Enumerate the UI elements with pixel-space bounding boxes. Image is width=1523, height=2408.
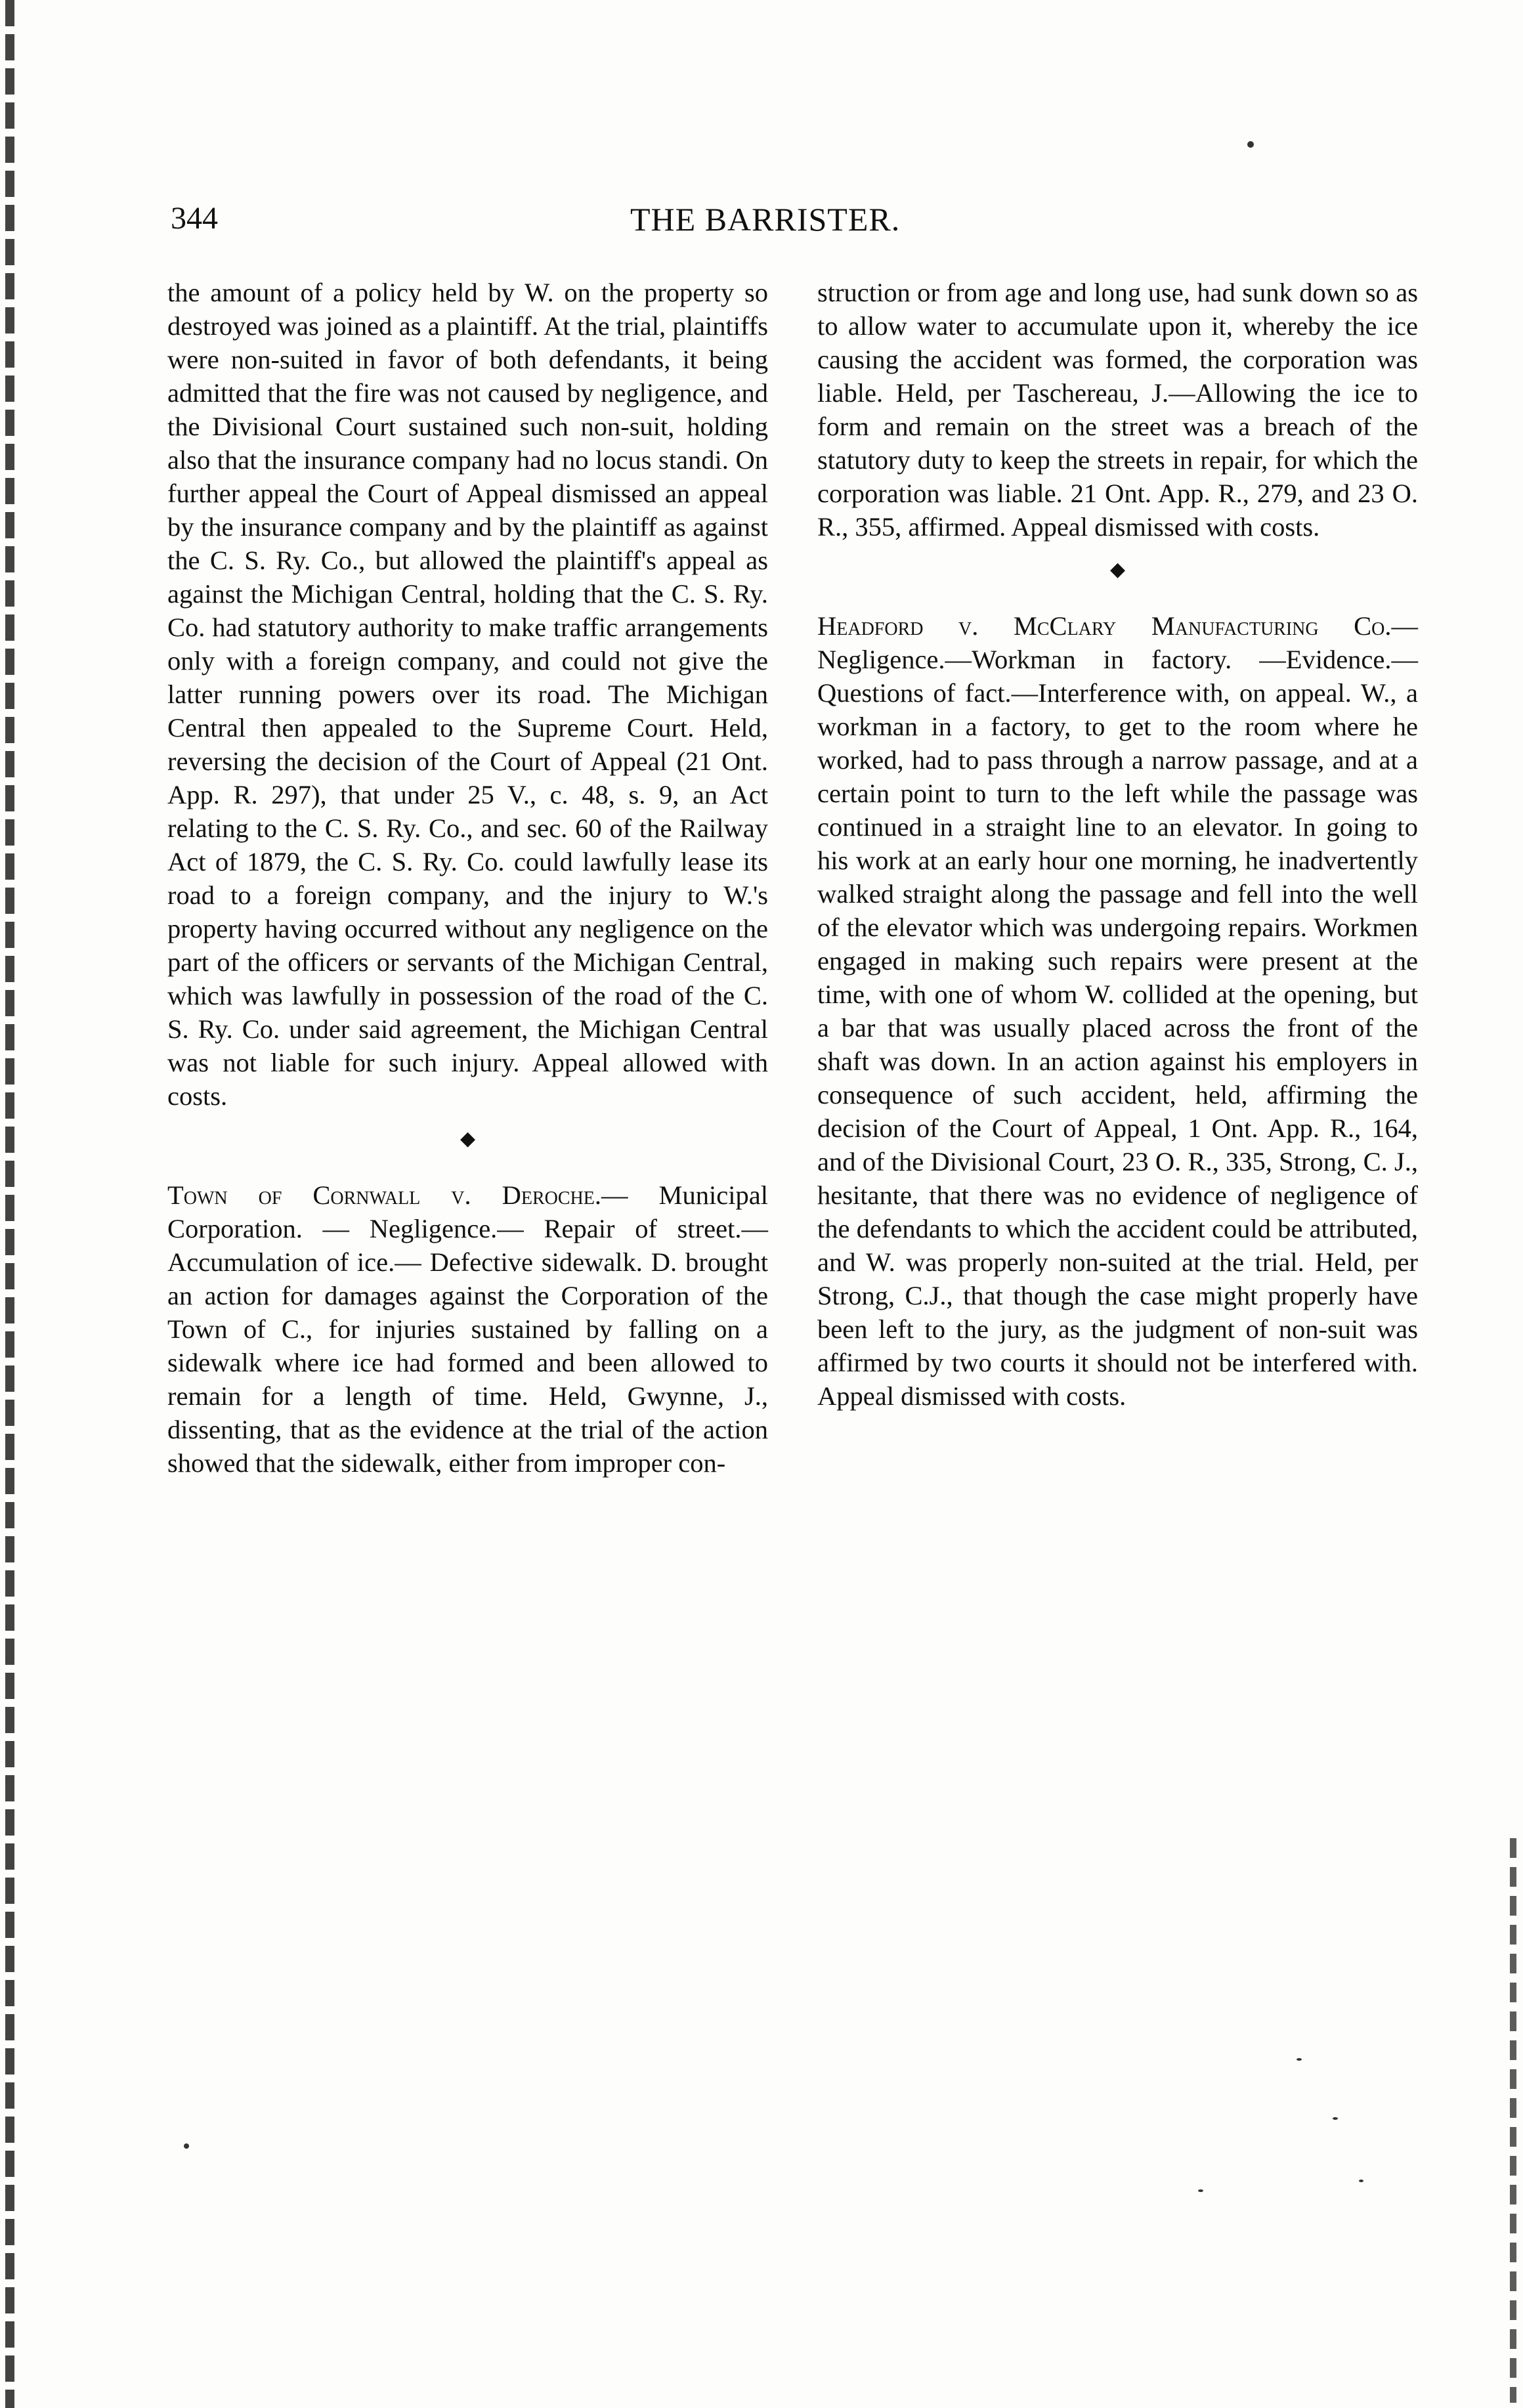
case-entry-headford (817, 609, 1418, 1413)
print-speck (1333, 2117, 1338, 2120)
running-head-title: THE BARRISTER. (630, 201, 901, 238)
page-edge-left (5, 0, 14, 2408)
print-speck (1247, 141, 1254, 148)
left-paragraph-1: the amount of a policy held by W. on the property so destroyed was joined as a plaintiff. At the trial, plaintiffs were non-suited in favor of both defendants, it being admitted that the fire was not caused by negligence, and the Divisional Court sustained such non-suit, holding also that the insurance company had no locus standi. On further appeal the Court of Appeal dismissed an appeal by the insurance company and by the plaintiff as against the C. S. Ry. Co., but allowed the plaintiff's appeal as against the Michigan Central, holding that the C. S. Ry. Co. had statutory authority to make traffic arrangements only with a foreign company, and could not give the latter running powers over its road. The Michigan Central then appealed to the Supreme Court. Held, reversing the decision of the Court of Appeal (21 Ont. App. R. 297), that under 25 V., c. 48, s. 9, an Act relating to the C. S. Ry. Co., and sec. 60 of the Railway Act of 1879, the C. S. Ry. Co. could lawfully lease its road to a foreign company, and the injury to W.'s property having occurred without any negligence on the part of the officers or servants of the Michigan Central, which was lawfully in possession of the road of the C. S. Ry. Co. under said agreement, the Michigan Central was not liable for such injury. Appeal allowed with costs. (167, 278, 768, 1111)
page-header (171, 200, 1418, 253)
page-number: 344 (171, 201, 218, 236)
section-separator: ◆ (460, 1128, 476, 1150)
section-separator: ◆ (1109, 559, 1126, 580)
left-column (167, 276, 768, 1480)
print-speck (1359, 2180, 1363, 2182)
right-paragraph-1: struction or from age and long use, had sunk down so as to allow water to accumulate upon it, whereby the ice causing the accident was formed, the corporation was liable. Held, per Taschereau, J.—Allowing the ice to form and remain on the street was a breach of the statutory duty to keep the streets in repair, for which the corporation was liable. 21 Ont. App. R., 279, and 23 O. R., 355, affirmed. Appeal dismissed with costs. (817, 278, 1418, 542)
print-speck (184, 2143, 189, 2149)
page-edge-right (1510, 1838, 1516, 2403)
right-column (817, 276, 1418, 1413)
case-body-headford: —Negligence.—Workman in factory. —Evidence.—Questions of fact.—Interference with, on appeal. W., a workman in a factory, to get to the room where he worked, had to pass through a narrow passage, and at a certain point to turn to the left while the passage was continued in a straight line to an elevator. In going to his work at an early hour one morning, he inadvertently walked straight along the passage and fell into the well of the elevator which was undergoing repairs. Workmen engaged in making such repairs were present at the time, with one of whom W. collided at the opening, but a bar that was usually placed across the front of the shaft was down. In an action against his employers in consequence of such accident, held, affirming the decision of the Court of Appeal, 1 Ont. App. R., 164, and of the Divisional Court, 23 O. R., 335, Strong, C. J., hesitante, that there was no evidence of negligence of the defendants to which the accident could be attributed, and W. was properly non-suited at the trial. Held, per Strong, C.J., that though the case might properly have been left to the jury, as the judgment of non-suit was affirmed by two courts it should not be interfered with. Appeal dismissed with costs. (817, 611, 1418, 1411)
case-entry-cornwall (167, 1178, 768, 1480)
case-title-headford: Headford v. McClary Manufacturing Co. (817, 611, 1392, 641)
case-title-cornwall: Town of Cornwall v. Deroche. (167, 1180, 602, 1210)
print-speck (1297, 2058, 1302, 2061)
print-speck (1198, 2189, 1203, 2192)
case-body-cornwall: — Municipal Corporation. — Negligence.— Repair of street.—Accumulation of ice.— Defective sidewalk. D. brought an action for damages against the Corporation of the Town of C., for injuries sustained by falling on a sidewalk where ice had formed and been allowed to remain for a length of time. Held, Gwynne, J., dissenting, that as the evidence at the trial of the action showed that the sidewalk, either from improper con- (167, 1180, 768, 1478)
